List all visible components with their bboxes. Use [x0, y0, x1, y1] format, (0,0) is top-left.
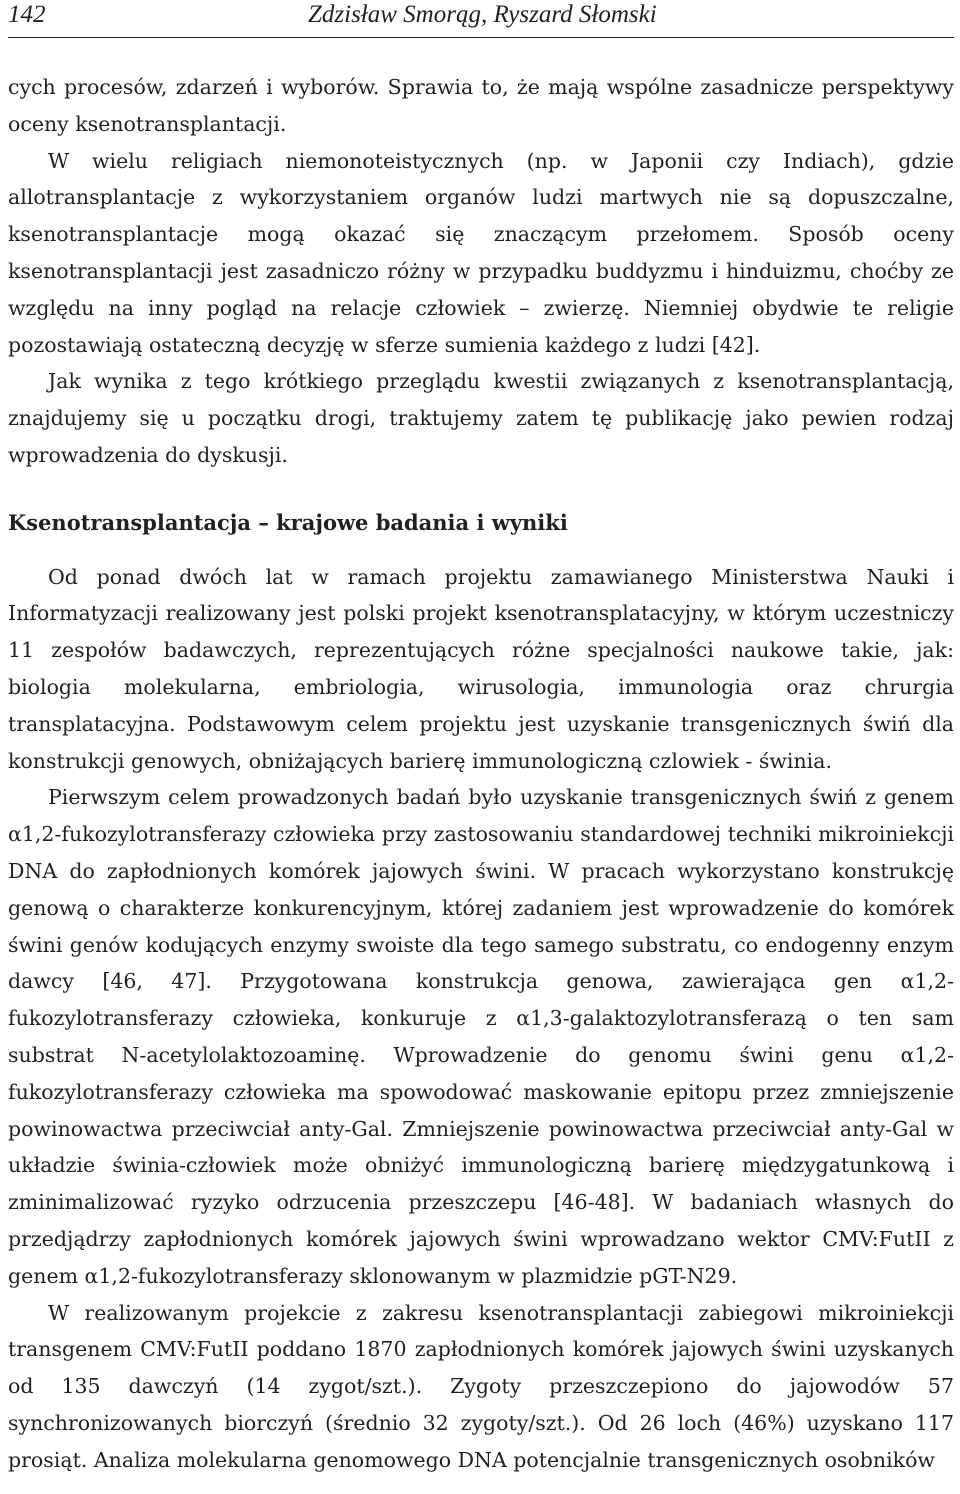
running-head-authors: Zdzisław Smorąg, Ryszard Słomski	[308, 1, 657, 28]
header-rule	[8, 37, 954, 38]
body-text	[8, 69, 954, 1478]
paragraph-microinjection: W realizowanym projekcie z zakresu ksenotransplantacji zabiegowi mikroiniekcji transgenem CMV:FutII poddano 1870 zapłodnionych komórek jajowych świni uzyskanych od 135 dawczyń (14 zygot/szt.). Zygoty przeszczepiono do jajowodów 57 synchronizowanych biorczyń (średnio 32 zygoty/szt.). Od 26 loch (46%) uzyskano 117 prosiąt. Analiza molekularna genomowego DNA potencjalnie transgenicznych osobników	[8, 1300, 954, 1472]
paragraph-continued: cych procesów, zdarzeń i wyborów. Sprawia to, że mają wspólne zasadnicze perspektywy oceny ksenotransplantacji.	[8, 75, 954, 136]
document-page	[8, 0, 954, 1472]
section-heading: Ksenotransplantacja – krajowe badania i wyniki	[8, 509, 568, 535]
paragraph-religions: W wielu religiach niemonoteistycznych (np. w Japonii czy Indiach), gdzie allotransplantacje z wykorzystaniem organów ludzi martwych nie są dopuszczalne, ksenotransplantacje mogą okazać się znaczącym przełomem. Sposób oceny ksenotransplantacji jest zasadniczo różny w przypadku buddyzmu i hinduizmu, choćby ze względu na inny pogląd na relacje człowiek – zwierzę. Niemniej obydwie te religie pozostawiają ostateczną decyzję w sferze sumienia każdego z ludzi [42].	[8, 148, 954, 357]
paragraph-review-summary: Jak wynika z tego krótkiego przeglądu kwestii związanych z ksenotransplantacją, znajdujemy się u początku drogi, traktujemy zatem tę publikację jako pewien rodzaj wprowadzenia do dyskusji.	[8, 369, 954, 467]
paragraph-project: Od ponad dwóch lat w ramach projektu zamawianego Ministerstwa Nauki i Informatyzacji realizowany jest polski projekt ksenotransplatacyjny, w którym uczestniczy 11 zespołów badawczych, reprezentujących różne specjalności naukowe takie, jak: biologia molekularna, embriologia, wirusologia, immunologia oraz chrurgia transplatacyjna. Podstawowym celem projektu jest uzyskanie transgenicznych świń dla konstrukcji genowych, obniżających barierę immunologiczną czlowiek - świnia.	[8, 564, 954, 773]
running-head	[8, 0, 954, 30]
paragraph-first-goal: Pierwszym celem prowadzonych badań było uzyskanie transgenicznych świń z genem α1,2-fukozylotransferazy człowieka przy zastosowaniu standardowej techniki mikroiniekcji DNA do zapłodnionych komórek jajowych świni. W pracach wykorzystano konstrukcję genową o charakterze konkurencyjnym, której zadaniem jest wprowadzenie do komórek świni genów kodujących enzymy swoiste dla tego samego substratu, co endogenny enzym dawcy [46, 47]. Przygotowana konstrukcja genowa, zawierająca gen α1,2-fukozylotransferazy człowieka, konkuruje z α1,3-galaktozylotransferazą o ten sam substrat N-acetylolaktozoaminę. Wprowadzenie do genomu świni genu α1,2-fukozylotransferazy człowieka ma spowodować maskowanie epitopu przez zmniejszenie powinowactwa przeciwciał anty-Gal. Zmniejszenie powinowactwa przeciwciał anty-Gal w układzie świnia-człowiek może obniżyć immunologiczną barierę międzygatunkową i zminimalizować ryzyko odrzucenia przeszczepu [46-48]. W badaniach własnych do przedjądrzy zapłodnionych komórek jajowych świni wprowadzano wektor CMV:FutII z genem α1,2-fukozylotransferazy sklonowanym w plazmidzie pGT-N29.	[8, 785, 954, 1288]
page-number: 142	[8, 1, 46, 28]
